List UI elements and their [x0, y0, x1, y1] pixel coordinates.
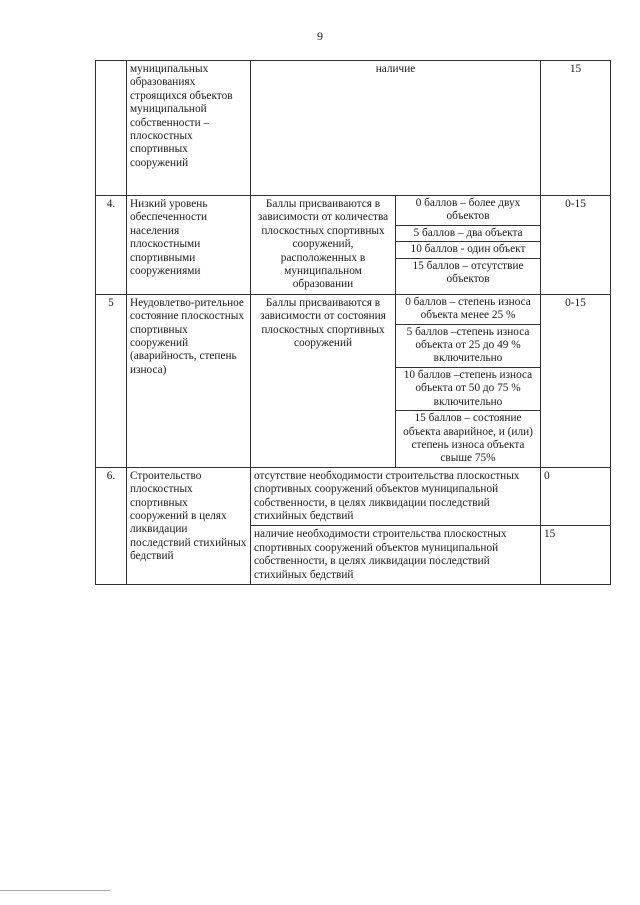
- table-row: [96, 467, 611, 526]
- criterion-cell: Низкий уровень обеспеченности населения плоскостными спортивными сооружениями: [127, 196, 251, 295]
- score-cell: 15: [541, 526, 611, 585]
- page-number: 9: [317, 29, 323, 43]
- option-item: 10 баллов - один объект: [396, 242, 540, 258]
- score-cell: 15: [541, 61, 611, 196]
- option-item: 5 баллов –степень износа объекта от 25 до 49 % включительно: [396, 324, 540, 367]
- method-cell: Баллы присваиваются в зависимости от состояния плоскостных спортивных сооружений: [251, 294, 396, 467]
- option-item: 15 баллов – отсутствие объектов: [412, 259, 524, 286]
- table-row: [96, 196, 611, 295]
- score-cell: 0: [541, 467, 611, 526]
- table-row: [96, 294, 611, 467]
- option-item: 15 баллов – состояние объекта аварийное, и (или) степень износа объекта свыше 75%: [403, 412, 533, 465]
- option-item: 10 баллов –степень износа объекта от 50 до 75 % включительно: [396, 367, 540, 410]
- option-item: 0 баллов – более двух объектов: [396, 196, 540, 225]
- score-cell: 0-15: [541, 294, 611, 467]
- options-cell: [396, 196, 541, 295]
- criterion-cell: муниципальных образованиях строящихся объектов муниципальной собственности – плоскостных спортивных сооружений: [127, 61, 251, 196]
- description-cell: наличие необходимости строительства плоскостных спортивных сооружений объектов муниципальной собственности, в целях ликвидации последствий стихийных бедствий: [251, 526, 541, 585]
- method-cell: Баллы присваиваются в зависимости от количества плоскостных спортивных сооружений, расположенных в муниципальном образовании: [251, 196, 396, 295]
- option-item: 0 баллов – степень износа объекта менее 25 %: [396, 295, 540, 324]
- options-list: [396, 295, 540, 467]
- criterion-cell: Неудовлетво-рительное состояние плоскостных спортивных сооружений (аварийность, степень износа): [127, 294, 251, 467]
- description-cell: отсутствие необходимости строительства плоскостных спортивных сооружений объектов муниципальной собственности, в целях ликвидации последствий стихийных бедствий: [251, 467, 541, 526]
- options-list: [396, 196, 540, 287]
- criteria-table: [95, 60, 611, 585]
- criterion-cell: Строительство плоскостных спортивных сооружений в целях ликвидации последствий стихийных бедствий: [127, 467, 251, 584]
- row-number: 6.: [96, 467, 127, 584]
- option-item: 5 баллов – два объекта: [396, 225, 540, 241]
- description-cell: наличие: [251, 61, 541, 196]
- row-number: 4.: [96, 196, 127, 295]
- table-row: [96, 61, 611, 196]
- row-number: [96, 61, 127, 196]
- options-cell: [396, 294, 541, 467]
- score-cell: 0-15: [541, 196, 611, 295]
- row-number: 5: [96, 294, 127, 467]
- footer-divider: [0, 890, 110, 891]
